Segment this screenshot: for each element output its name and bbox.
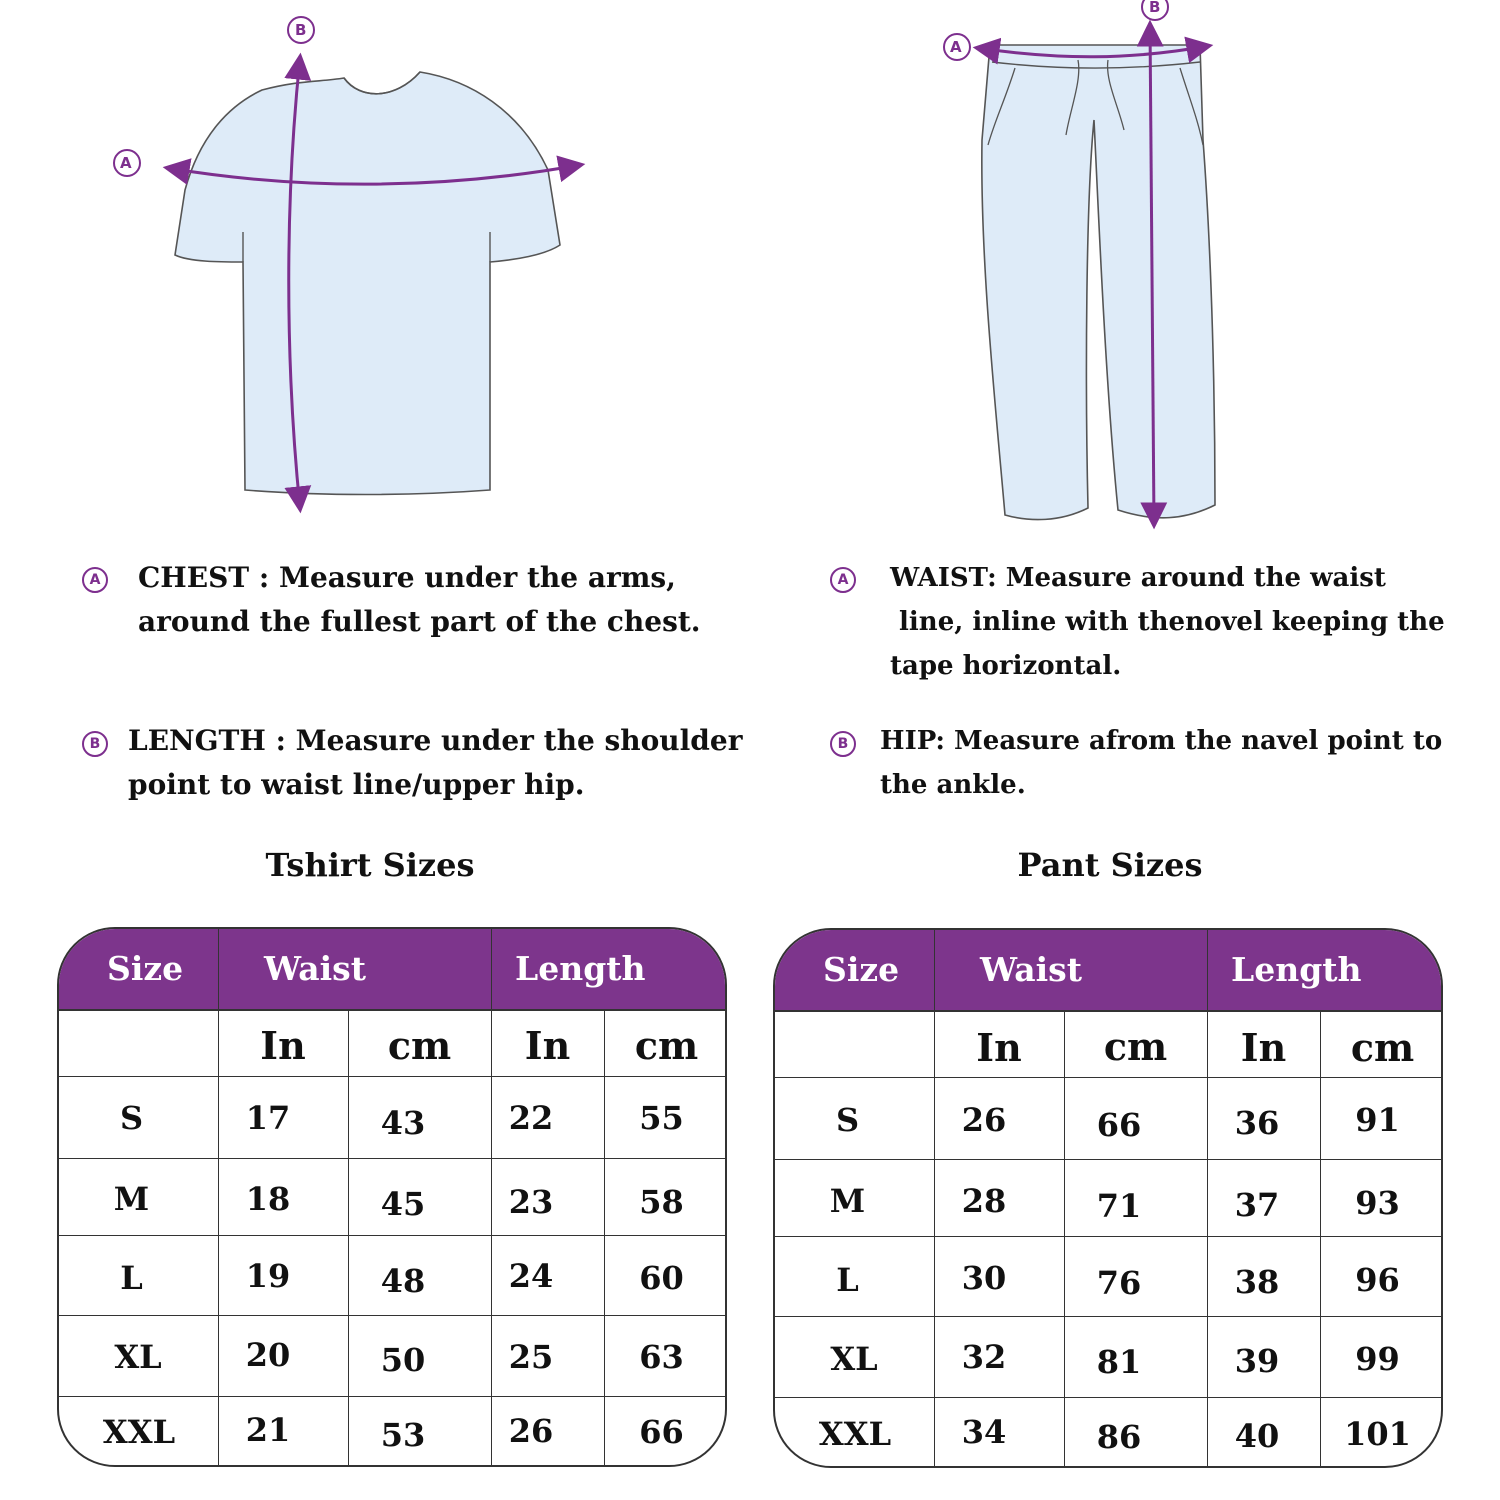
table-cell: 23 <box>508 1183 554 1221</box>
table-cell: 55 <box>639 1099 684 1137</box>
table-cell: 25 <box>508 1338 554 1376</box>
unit-waist-in: In <box>976 1025 1022 1070</box>
table-cell: XL <box>830 1340 878 1378</box>
table-cell: 32 <box>961 1338 1007 1376</box>
note-line: HIP: Measure afrom the navel point to <box>880 726 1443 756</box>
tshirt-table-title: Tshirt Sizes <box>265 846 475 884</box>
header-waist: Waist <box>264 949 366 988</box>
header-size: Size <box>107 949 184 988</box>
pant-hip-marker: B <box>1149 0 1161 16</box>
table-cell: 37 <box>1234 1186 1280 1224</box>
unit-waist-in: In <box>260 1023 306 1068</box>
note-line: the ankle. <box>880 770 1026 800</box>
length-note <box>128 719 742 807</box>
unit-length-in: In <box>1240 1025 1287 1070</box>
hip-note <box>880 719 1442 807</box>
tshirt-length-marker: B <box>295 21 307 39</box>
table-cell: XL <box>114 1338 162 1376</box>
table-cell: 48 <box>380 1262 426 1300</box>
tshirt-chest-marker: A <box>120 154 132 172</box>
note-line: LENGTH : Measure under the shoulder <box>128 724 743 757</box>
table-cell: 26 <box>508 1412 554 1450</box>
header-waist: Waist <box>980 950 1082 989</box>
table-cell: 24 <box>508 1257 554 1295</box>
table-cell: 19 <box>245 1257 291 1295</box>
table-cell: 38 <box>1234 1263 1280 1301</box>
note-line: tape horizontal. <box>890 651 1122 681</box>
table-cell: 71 <box>1096 1187 1142 1225</box>
unit-length-cm: cm <box>1350 1025 1415 1070</box>
note-line: line, inline with thenovel keeping the <box>890 607 1445 637</box>
table-cell: 40 <box>1234 1417 1280 1455</box>
table-cell: S <box>119 1099 144 1137</box>
table-cell: 60 <box>639 1259 684 1297</box>
table-cell: 17 <box>245 1099 291 1137</box>
table-cell: 99 <box>1355 1340 1400 1378</box>
table-cell: 76 <box>1096 1264 1142 1302</box>
table-cell: 22 <box>508 1099 554 1137</box>
chest-note <box>138 556 701 644</box>
table-header-row <box>775 930 1441 1012</box>
table-cell: 36 <box>1234 1104 1280 1142</box>
table-cell: 21 <box>245 1411 291 1449</box>
tshirt-size-table <box>57 927 727 1467</box>
table-cell: 43 <box>380 1104 426 1142</box>
note-line: WAIST: Measure around the waist <box>890 563 1386 593</box>
table-header-row <box>59 929 725 1011</box>
table-cell: 63 <box>639 1338 684 1376</box>
pant-illustration <box>982 45 1215 520</box>
length-note-badge: B <box>82 731 108 757</box>
header-length: Length <box>1231 950 1362 989</box>
table-cell: 26 <box>961 1101 1007 1139</box>
note-line: point to waist line/upper hip. <box>128 768 585 801</box>
table-cell: 53 <box>380 1416 426 1454</box>
table-cell: 58 <box>639 1183 684 1221</box>
table-cell: 66 <box>1096 1106 1142 1144</box>
header-length: Length <box>515 949 646 988</box>
waist-note-badge: A <box>830 567 856 593</box>
table-cell: 50 <box>380 1341 426 1379</box>
table-cell: 28 <box>961 1182 1007 1220</box>
table-cell: XXL <box>818 1415 892 1453</box>
table-cell: 91 <box>1355 1101 1400 1139</box>
table-cell: L <box>836 1261 859 1299</box>
table-cell: 30 <box>961 1259 1007 1297</box>
unit-waist-cm: cm <box>387 1023 452 1068</box>
table-cell: 20 <box>245 1336 291 1374</box>
table-cell: M <box>113 1180 150 1218</box>
chest-note-badge: A <box>82 567 108 593</box>
table-cell: XXL <box>102 1413 176 1451</box>
table-cell: 93 <box>1355 1184 1400 1222</box>
note-line: around the fullest part of the chest. <box>138 605 701 638</box>
table-cell: S <box>835 1101 860 1139</box>
pant-size-table <box>773 928 1443 1468</box>
pant-table-title: Pant Sizes <box>1017 846 1203 884</box>
table-cell: 39 <box>1234 1342 1280 1380</box>
table-cell: 86 <box>1096 1418 1142 1456</box>
pant-waist-marker: A <box>950 38 962 56</box>
table-cell: L <box>120 1259 143 1297</box>
hip-note-badge: B <box>830 731 856 757</box>
table-cell: 45 <box>380 1185 426 1223</box>
table-cell: 18 <box>245 1180 291 1218</box>
garment-diagrams <box>0 0 1500 540</box>
unit-length-cm: cm <box>634 1023 699 1068</box>
table-cell: 101 <box>1344 1415 1411 1453</box>
table-cell: 34 <box>961 1413 1007 1451</box>
table-cell: 96 <box>1355 1261 1400 1299</box>
tshirt-illustration <box>175 72 560 495</box>
unit-length-in: In <box>524 1023 571 1068</box>
note-line: CHEST : Measure under the arms, <box>138 561 676 594</box>
header-size: Size <box>823 950 900 989</box>
table-cell: 81 <box>1096 1343 1142 1381</box>
unit-waist-cm: cm <box>1103 1024 1168 1069</box>
waist-note <box>890 556 1445 688</box>
table-cell: M <box>829 1182 866 1220</box>
table-cell: 66 <box>639 1413 684 1451</box>
